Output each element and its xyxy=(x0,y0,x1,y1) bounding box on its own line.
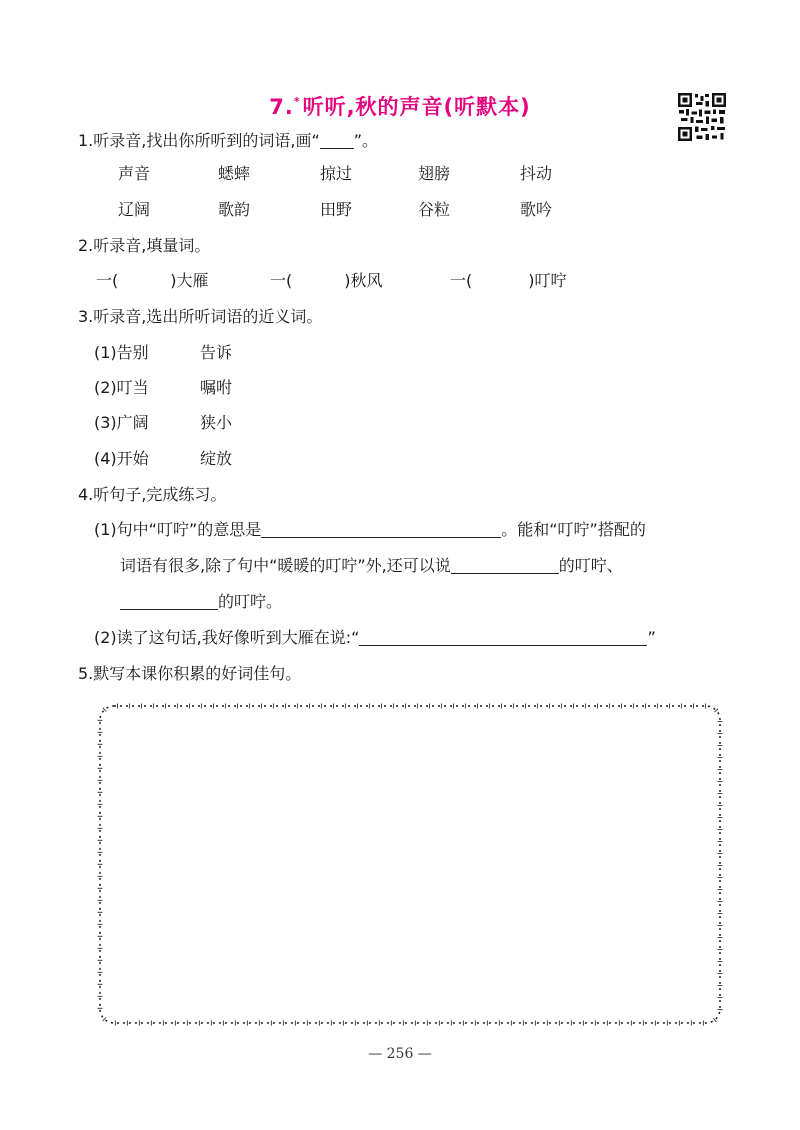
q1-word-1a[interactable]: 声音 xyxy=(118,164,151,183)
q5-prompt: 5.默写本课你积累的好词佳句。 xyxy=(78,664,302,683)
q3-label-2: (2)叮当 xyxy=(94,378,149,397)
q1-word-2e[interactable]: 歌吟 xyxy=(520,200,553,219)
lesson-title-text: 听听,秋的声音(听默本) xyxy=(302,95,531,119)
q3-option-4[interactable]: 绽放 xyxy=(200,449,233,468)
q3-option-3[interactable]: 狭小 xyxy=(200,413,233,432)
q1-word-2c[interactable]: 田野 xyxy=(320,200,353,219)
q1-word-1d[interactable]: 翅膀 xyxy=(418,164,451,183)
q1-word-2d[interactable]: 谷粒 xyxy=(418,200,451,219)
q4-blank-meaning[interactable] xyxy=(261,521,501,538)
q3-option-1[interactable]: 告诉 xyxy=(200,343,233,362)
q3-option-2[interactable]: 嘱咐 xyxy=(200,378,233,397)
q1-word-1b[interactable]: 蟋蟀 xyxy=(218,164,251,183)
q2-prompt: 2.听录音,填量词。 xyxy=(78,236,211,255)
q3-label-3: (3)广阔 xyxy=(94,413,149,432)
page-number: — 256 — xyxy=(368,1046,432,1062)
qr-code-icon[interactable] xyxy=(678,93,726,141)
q4-part1-line3: 的叮咛。 xyxy=(120,591,282,613)
q2-item-3[interactable]: 一( )叮咛 xyxy=(450,271,567,290)
q1-prompt: 1.听录音,找出你所听到的词语,画“ ”。 xyxy=(78,131,379,150)
q4-blank-collocation-2[interactable] xyxy=(120,593,218,610)
q1-word-2a[interactable]: 辽阔 xyxy=(118,200,151,219)
q2-item-2[interactable]: 一( )秋风 xyxy=(270,271,383,290)
q4-part2: (2)读了这句话,我好像听到大雁在说:“ ” xyxy=(94,628,656,647)
q3-label-4: (4)开始 xyxy=(94,449,149,468)
lesson-number: 7. xyxy=(269,95,294,119)
q4-part1-line1: (1)句中“叮咛”的意思是 。能和“叮咛”搭配的 xyxy=(94,520,646,539)
q4-prompt: 4.听句子,完成练习。 xyxy=(78,485,227,504)
q2-item-1[interactable]: 一( )大雁 xyxy=(96,271,209,290)
q4-blank-collocation-1[interactable] xyxy=(451,557,559,574)
q1-word-1c[interactable]: 掠过 xyxy=(320,164,353,183)
q4-part1-line2: 词语有很多,除了句中“暖暖的叮咛”外,还可以说 的叮咛、 xyxy=(120,556,623,575)
q3-label-1: (1)告别 xyxy=(94,343,149,362)
q1-word-2b[interactable]: 歌韵 xyxy=(218,200,251,219)
q4-blank-wild-goose[interactable] xyxy=(359,629,647,646)
q1-underline-sample xyxy=(320,132,354,149)
q3-prompt: 3.听录音,选出所听词语的近义词。 xyxy=(78,307,323,326)
lesson-mark: * xyxy=(293,95,301,108)
q1-word-1e[interactable]: 抖动 xyxy=(520,164,553,183)
answer-box[interactable] xyxy=(97,703,723,1026)
